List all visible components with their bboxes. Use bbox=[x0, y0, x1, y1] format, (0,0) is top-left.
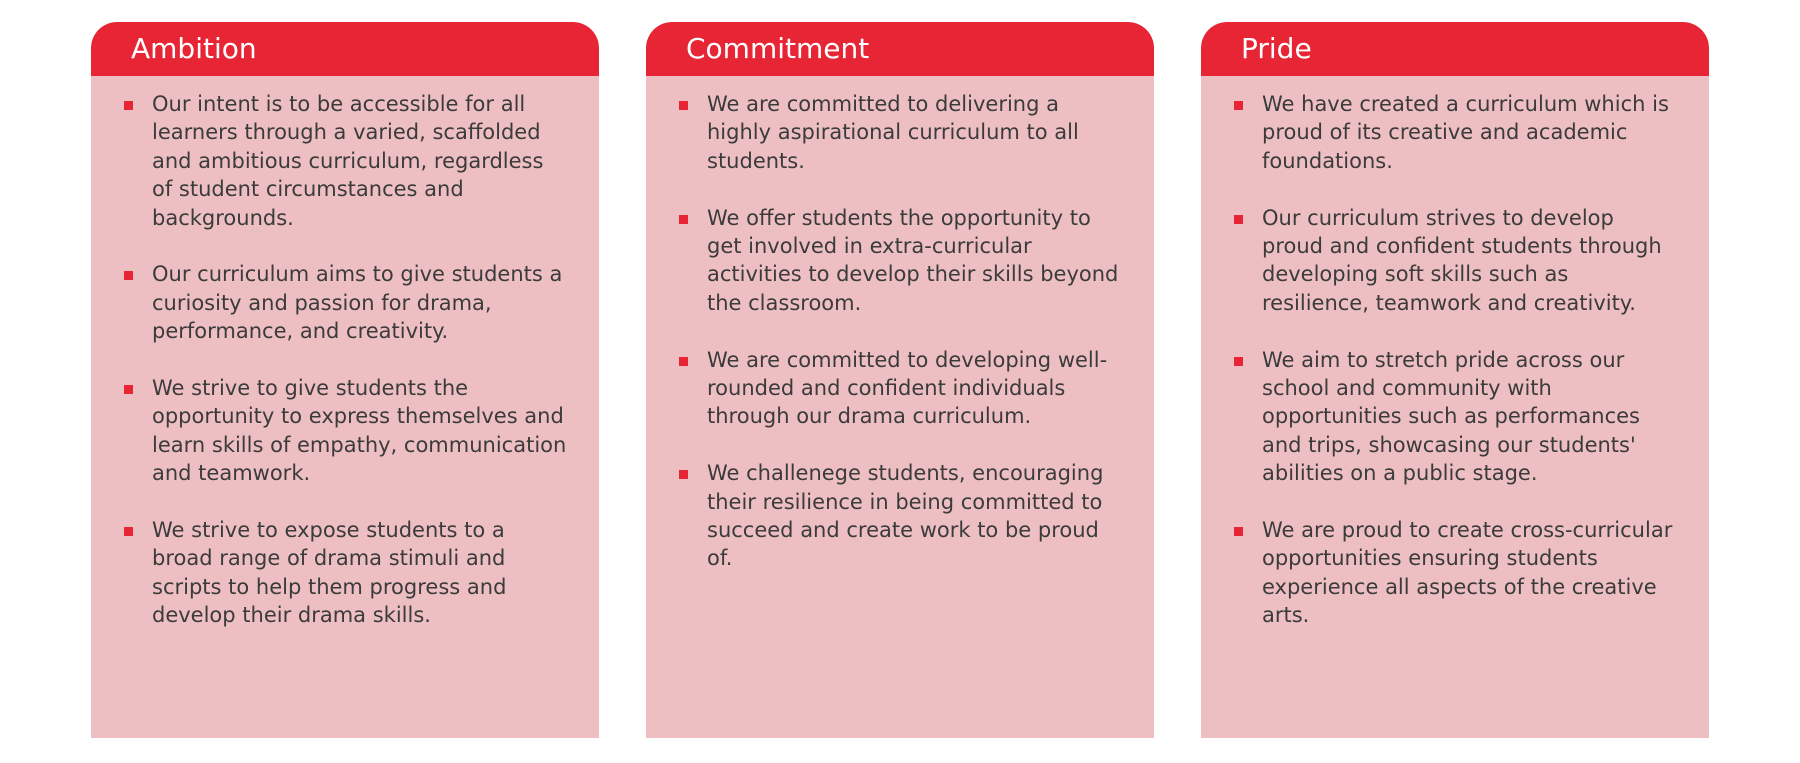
square-bullet-icon bbox=[124, 101, 133, 110]
list-item-text: We strive to give students the opportunity to express themselves and learn skills of empathy, communication and teamwork. bbox=[152, 376, 567, 486]
card-pride bbox=[1201, 22, 1709, 738]
square-bullet-icon bbox=[124, 271, 133, 280]
list-item bbox=[1201, 516, 1679, 630]
square-bullet-icon bbox=[1234, 101, 1243, 110]
list-item-text: Our curriculum strives to develop proud and confident students through developing soft skills such as resilience, teamwork and creativity. bbox=[1262, 205, 1662, 315]
list-item-text: We are committed to delivering a highly aspirational curriculum to all students. bbox=[707, 92, 1079, 173]
list-item-text: We aim to stretch pride across our school and community with opportunities such as performances and trips, showcasing our students' abilities on a public stage. bbox=[1262, 347, 1640, 486]
list-item-text: We have created a curriculum which is proud of its creative and academic foundations. bbox=[1262, 92, 1669, 173]
square-bullet-icon bbox=[124, 385, 133, 394]
card-header bbox=[1201, 22, 1709, 76]
square-bullet-icon bbox=[1234, 215, 1243, 224]
bullet-list bbox=[1201, 76, 1709, 630]
list-item bbox=[1201, 346, 1679, 488]
list-item bbox=[1201, 90, 1679, 175]
list-item bbox=[91, 90, 569, 232]
list-item-text: Our curriculum aims to give students a curiosity and passion for drama, performance, and creativity. bbox=[152, 262, 563, 344]
card-header bbox=[91, 22, 599, 76]
square-bullet-icon bbox=[1234, 357, 1243, 366]
list-item bbox=[91, 260, 569, 345]
list-item-text: We offer students the opportunity to get involved in extra-curricular activities to develop their skills beyond the classroom. bbox=[707, 205, 1119, 315]
square-bullet-icon bbox=[679, 470, 688, 479]
square-bullet-icon bbox=[679, 215, 688, 224]
card-commitment bbox=[646, 22, 1154, 738]
card-title: Commitment bbox=[686, 32, 870, 65]
list-item-text: Our intent is to be accessible for all learners through a varied, scaffolded and ambitious curriculum, regardless of student circumstances and backgrounds. bbox=[152, 92, 544, 230]
list-item bbox=[646, 459, 1124, 573]
list-item bbox=[646, 204, 1124, 318]
bullet-list bbox=[646, 76, 1154, 573]
list-item-text: We strive to expose students to a broad range of drama stimuli and scripts to help them progress and develop their drama skills. bbox=[152, 518, 507, 628]
card-title: Pride bbox=[1241, 32, 1312, 65]
list-item bbox=[646, 90, 1124, 175]
square-bullet-icon bbox=[679, 357, 688, 366]
square-bullet-icon bbox=[124, 527, 133, 536]
list-item-text: We challenege students, encouraging their resilience in being committed to succeed and create work to be proud of. bbox=[707, 461, 1104, 571]
list-item bbox=[91, 516, 569, 630]
list-item bbox=[646, 346, 1124, 431]
card-title: Ambition bbox=[131, 32, 257, 65]
list-item bbox=[91, 374, 569, 488]
bullet-list bbox=[91, 76, 599, 630]
list-item-text: We are proud to create cross-curricular opportunities ensuring students experience all aspects of the creative arts. bbox=[1262, 518, 1673, 628]
list-item-text: We are committed to developing well-rounded and confident individuals through our drama curriculum. bbox=[707, 347, 1108, 429]
square-bullet-icon bbox=[679, 101, 688, 110]
card-header bbox=[646, 22, 1154, 76]
square-bullet-icon bbox=[1234, 527, 1243, 536]
list-item bbox=[1201, 204, 1679, 318]
card-ambition bbox=[91, 22, 599, 738]
